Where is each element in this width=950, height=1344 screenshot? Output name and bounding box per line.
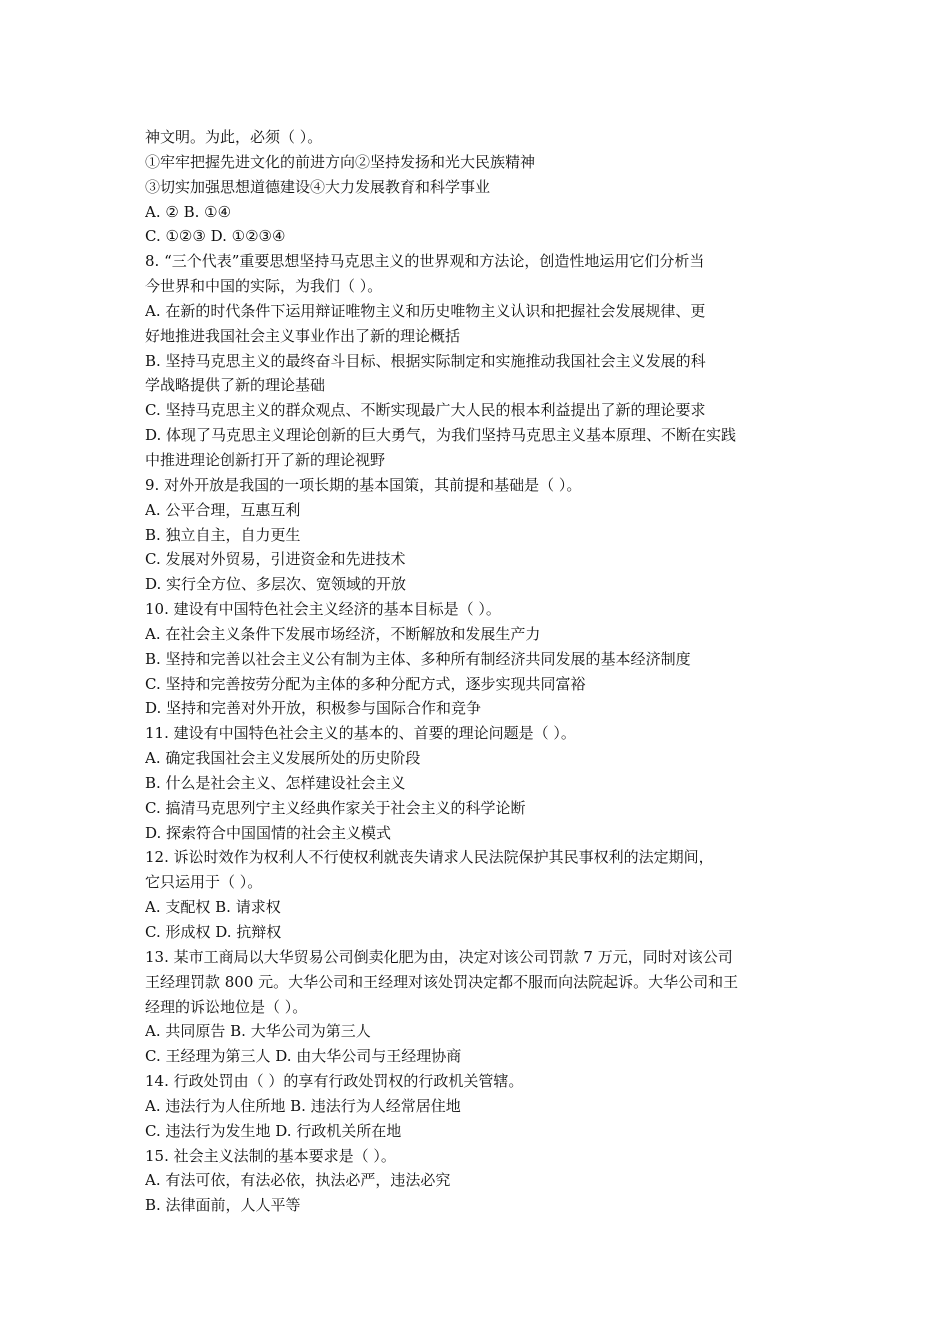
text-line: ①牢牢把握先进文化的前进方向②坚持发扬和光大民族精神 xyxy=(145,152,536,171)
text-line: A. 违法行为人住所地 B. 违法行为人经常居住地 xyxy=(145,1096,461,1115)
text-line: A. 有法可依，有法必依，执法必严，违法必究 xyxy=(145,1171,451,1190)
text-line: B. 坚持马克思主义的最终奋斗目标、根据实际制定和实施推动我国社会主义发展的科 xyxy=(145,351,706,370)
text-line: 11. 建设有中国特色社会主义的基本的、首要的理论问题是（ ）。 xyxy=(145,724,576,743)
text-line: 14. 行政处罚由（ ）的享有行政处罚权的行政机关管辖。 xyxy=(145,1072,524,1091)
text-line: 王经理罚款 800 元。大华公司和王经理对该处罚决定都不服而向法院起诉。大华公司和王 xyxy=(145,972,739,991)
text-line: 12. 诉讼时效作为权利人不行使权利就丧失请求人民法院保护其民事权利的法定期间， xyxy=(145,848,714,867)
text-line: C. 搞清马克思列宁主义经典作家关于社会主义的科学论断 xyxy=(145,798,526,817)
text-line: A. 在新的时代条件下运用辩证唯物主义和历史唯物主义认识和把握社会发展规律、更 xyxy=(145,301,706,320)
text-line: C. ①②③ D. ①②③④ xyxy=(145,227,286,246)
text-line: D. 实行全方位、多层次、宽领域的开放 xyxy=(145,575,407,594)
text-line: C. 王经理为第三人 D. 由大华公司与王经理协商 xyxy=(145,1047,462,1066)
text-line: D. 体现了马克思主义理论创新的巨大勇气，为我们坚持马克思主义基本原理、不断在实践 xyxy=(145,426,737,445)
text-line: 中推进理论创新打开了新的理论视野 xyxy=(145,450,386,469)
text-line: C. 形成权 D. 抗辩权 xyxy=(145,923,282,941)
text-line: ③切实加强思想道德建设④大力发展教育和科学事业 xyxy=(145,177,491,196)
text-line: C. 发展对外贸易，引进资金和先进技术 xyxy=(145,550,406,569)
text-line: C. 违法行为发生地 D. 行政机关所在地 xyxy=(145,1121,402,1140)
text-line: 它只运用于（ ）。 xyxy=(145,873,263,892)
text-line: A. 共同原告 B. 大华公司为第三人 xyxy=(145,1022,371,1041)
text-line: D. 探索符合中国国情的社会主义模式 xyxy=(145,823,392,842)
text-line: 今世界和中国的实际，为我们（ ）。 xyxy=(145,277,383,296)
text-line: 8. “三个代表”重要思想坚持马克思主义的世界观和方法论，创造性地运用它们分析当 xyxy=(145,252,705,271)
text-line: C. 坚持和完善按劳分配为主体的多种分配方式，逐步实现共同富裕 xyxy=(145,674,586,693)
text-line: 10. 建设有中国特色社会主义经济的基本目标是（ ）。 xyxy=(145,600,501,619)
text-line: A. 公平合理，互惠互利 xyxy=(145,500,301,519)
text-line: 经理的诉讼地位是（ ）。 xyxy=(145,997,308,1016)
text-line: 好地推进我国社会主义事业作出了新的理论概括 xyxy=(145,326,461,345)
text-line: C. 坚持马克思主义的群众观点、不断实现最广大人民的根本利益提出了新的理论要求 xyxy=(145,401,706,420)
text-line: A. 确定我国社会主义发展所处的历史阶段 xyxy=(145,749,421,768)
text-line: 学战略提供了新的理论基础 xyxy=(145,376,326,395)
text-line: D. 坚持和完善对外开放，积极参与国际合作和竞争 xyxy=(145,699,482,718)
text-line: 9. 对外开放是我国的一项长期的基本国策，其前提和基础是（ ）。 xyxy=(145,475,582,494)
text-line: A. ② B. ①④ xyxy=(145,202,232,221)
text-line: B. 什么是社会主义、怎样建设社会主义 xyxy=(145,773,406,792)
text-line: B. 法律面前，人人平等 xyxy=(145,1196,301,1215)
text-line: B. 坚持和完善以社会主义公有制为主体、多种所有制经济共同发展的基本经济制度 xyxy=(145,649,691,668)
document-page xyxy=(145,125,825,1218)
text-line: 15. 社会主义法制的基本要求是（ ）。 xyxy=(145,1146,396,1165)
text-line: 神文明。为此，必须（ ）。 xyxy=(145,128,323,146)
text-line: B. 独立自主，自力更生 xyxy=(145,525,301,544)
text-line: A. 在社会主义条件下发展市场经济，不断解放和发展生产力 xyxy=(145,624,541,643)
text-line: 13. 某市工商局以大华贸易公司倒卖化肥为由，决定对该公司罚款 7 万元，同时对该公司 xyxy=(145,947,733,966)
text-line: A. 支配权 B. 请求权 xyxy=(145,898,281,917)
